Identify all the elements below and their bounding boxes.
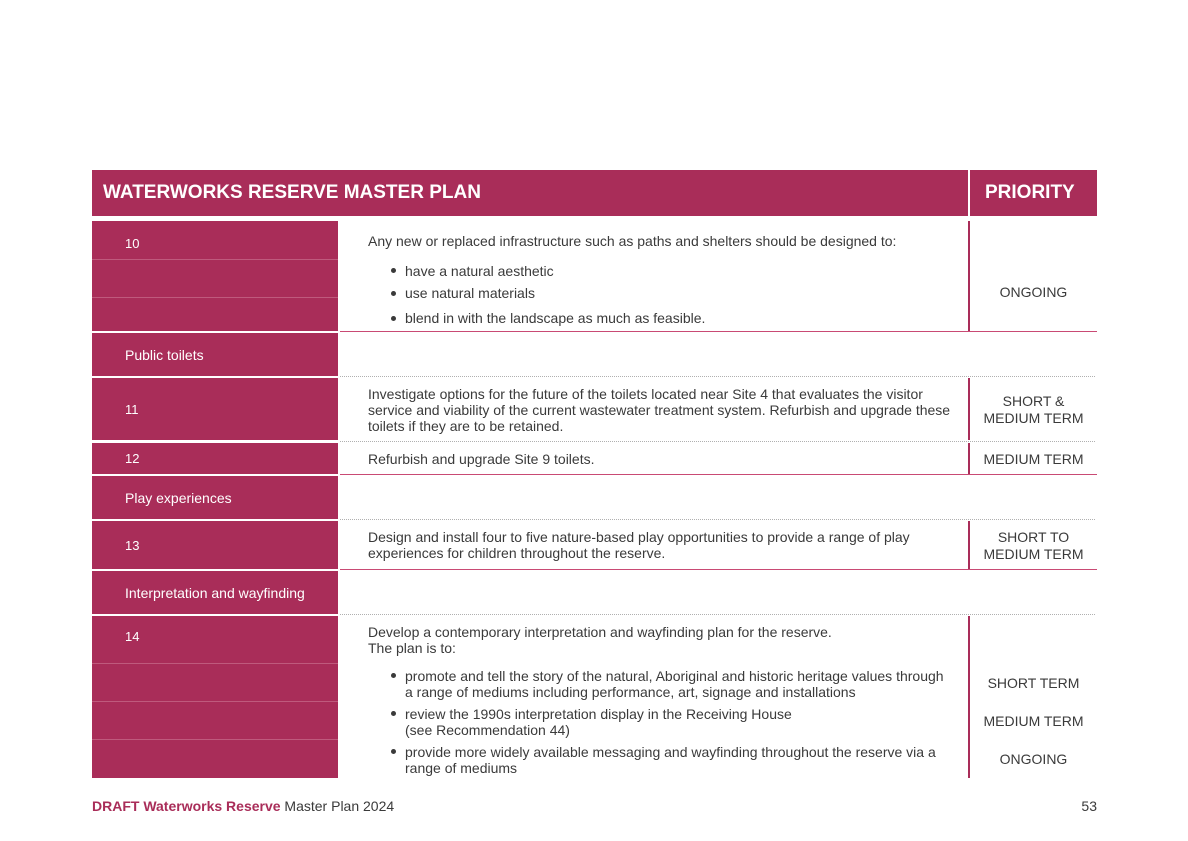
page-number: 53 (1081, 798, 1097, 814)
priority-value: SHORT & (1002, 393, 1065, 409)
column-divider (968, 443, 970, 474)
column-divider (968, 616, 970, 778)
row-intro: The plan is to: (368, 640, 456, 656)
bullet-dot (391, 711, 396, 716)
row-separator (340, 474, 1097, 475)
priority-value: MEDIUM TERM (983, 546, 1084, 562)
row-text: Investigate options for the future of the toilets located near Site 4 that evaluates the visitor service and viability of the current wastewater treatment system. Refurbish and upgrade these toilets if they are to be retained. (368, 386, 951, 434)
bullet-item: review the 1990s interpretation display in the Receiving House (see Recommendation 44) (405, 706, 792, 738)
priority-value: ONGOING (999, 284, 1068, 300)
bullet-dot (391, 268, 396, 273)
row-divider (92, 663, 338, 664)
priority-value: ONGOING (999, 751, 1068, 767)
section-label: Public toilets (92, 333, 338, 376)
dotted-separator (340, 614, 1095, 615)
column-divider (968, 521, 970, 569)
bullet-dot (391, 749, 396, 754)
footer-brand: DRAFT Waterworks Reserve (92, 798, 281, 814)
row-text: Refurbish and upgrade Site 9 toilets. (368, 451, 595, 467)
section-label: Play experiences (92, 476, 338, 519)
row-number: 10 (92, 221, 338, 331)
column-divider (968, 378, 970, 440)
priority-value: MEDIUM TERM (983, 451, 1084, 467)
bullet-item: promote and tell the story of the natural, Aboriginal and historic heritage values through a range of mediums including performance, art, signage and installations (405, 668, 944, 700)
dotted-separator (340, 441, 1095, 442)
bullet-dot (391, 673, 396, 678)
priority-value: MEDIUM TERM (983, 410, 1084, 426)
dotted-separator (340, 519, 1095, 520)
row-number: 12 (92, 443, 338, 474)
row-separator (340, 569, 1097, 570)
priority-value: SHORT TERM (987, 675, 1080, 691)
bullet-dot (391, 291, 396, 296)
bullet-item: use natural materials (405, 285, 535, 301)
row-separator (340, 331, 1097, 332)
row-divider (92, 297, 338, 298)
dotted-separator (340, 376, 1095, 377)
table-header-title: WATERWORKS RESERVE MASTER PLAN (92, 170, 968, 216)
priority-value: SHORT TO (997, 529, 1070, 545)
row-divider (92, 739, 338, 740)
bullet-item: blend in with the landscape as much as feasible. (405, 310, 706, 326)
row-intro: Any new or replaced infrastructure such as paths and shelters should be designed to: (368, 233, 897, 249)
bullet-dot (391, 316, 396, 321)
section-label: Interpretation and wayfinding (92, 571, 338, 614)
row-number: 14 (92, 616, 338, 778)
footer-title: Master Plan 2024 (280, 798, 395, 814)
row-divider (92, 701, 338, 702)
column-divider (968, 221, 970, 331)
table-header-priority: PRIORITY (970, 170, 1097, 216)
row-intro: Develop a contemporary interpretation and wayfinding plan for the reserve. (368, 624, 832, 640)
priority-value: MEDIUM TERM (983, 713, 1084, 729)
row-text: Design and install four to five nature-based play opportunities to provide a range of play experiences for children throughout the reserve. (368, 529, 910, 561)
row-divider (92, 259, 338, 260)
bullet-item: provide more widely available messaging and wayfinding throughout the reserve via a range of mediums (405, 744, 936, 776)
bullet-item: have a natural aesthetic (405, 263, 554, 279)
row-number: 13 (92, 521, 338, 569)
page-footer (92, 798, 394, 814)
row-number: 11 (92, 378, 338, 440)
